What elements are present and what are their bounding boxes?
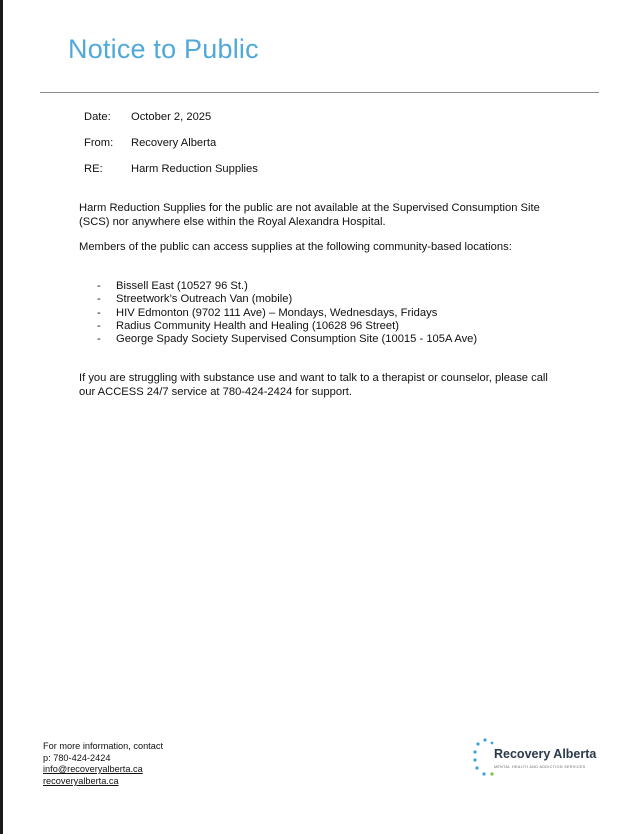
page-left-edge <box>0 0 3 834</box>
contact-phone: p: 780-424-2424 <box>43 752 111 763</box>
availability-line-2: (SCS) nor anywhere else within the Royal Alexandra Hospital. <box>79 215 386 228</box>
date-label: Date: <box>84 111 111 123</box>
locations-intro: Members of the public can access supplies at the following community-based locations: <box>79 241 512 253</box>
page-title: Notice to Public <box>68 34 259 64</box>
availability-paragraph <box>79 202 569 229</box>
from-label: From: <box>84 137 114 149</box>
from-value: Recovery Alberta <box>131 137 217 149</box>
support-line-2: our ACCESS 24/7 service at 780-424-2424 for support. <box>79 385 353 398</box>
re-value: Harm Reduction Supplies <box>131 163 258 175</box>
logo-name: Recovery Alberta <box>494 747 597 761</box>
website-link[interactable]: recoveryalberta.ca <box>43 775 119 786</box>
title-divider <box>40 92 599 93</box>
re-label: RE: <box>84 163 103 175</box>
logo-dots-icon <box>470 734 494 784</box>
contact-heading: For more information, contact <box>43 741 163 751</box>
support-paragraph <box>79 372 569 399</box>
contact-email-link[interactable]: info@recoveryalberta.ca <box>43 764 143 775</box>
recovery-alberta-logo <box>470 734 610 784</box>
date-value: October 2, 2025 <box>131 111 212 123</box>
availability-line-1: Harm Reduction Supplies for the public are not available at the Supervised Consumption Site <box>79 202 540 214</box>
contact-footer <box>43 741 163 787</box>
support-line-1: If you are struggling with substance use and want to talk to a therapist or counselor, please call <box>79 372 548 384</box>
logo-tagline: MENTAL HEALTH AND ADDICTION SERVICES <box>494 765 586 769</box>
